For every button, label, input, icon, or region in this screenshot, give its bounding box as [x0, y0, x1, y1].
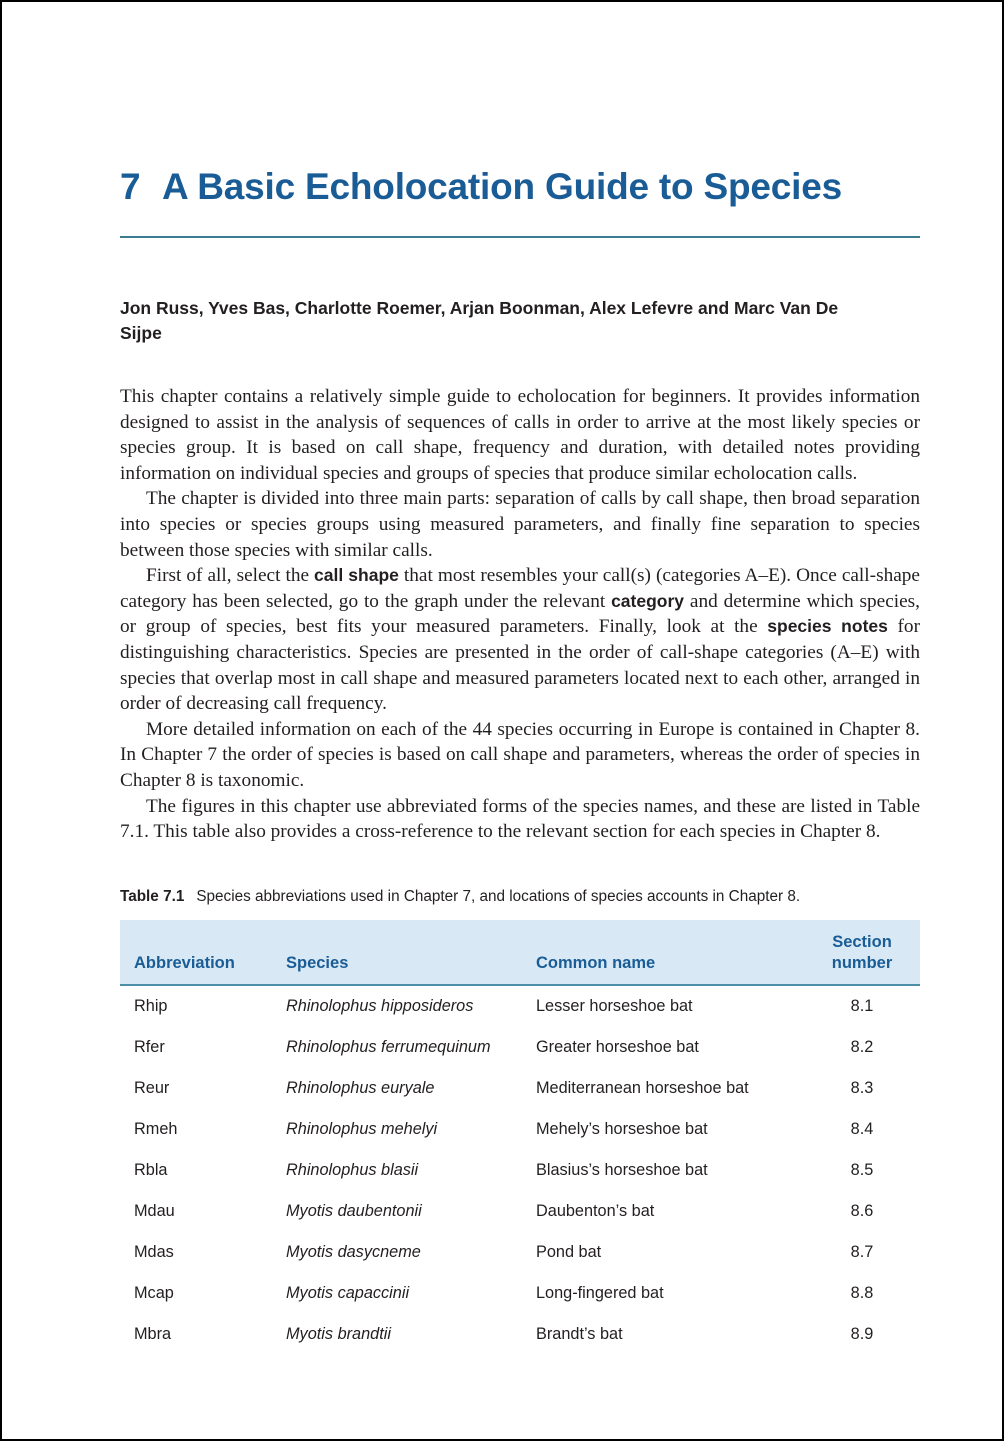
paragraph-5: The figures in this chapter use abbreviated forms of the species names, and these are listed in Table 7.1. This table also provides a cross-reference to the relevant section for each species in Chapter 8. [120, 795, 920, 843]
cell-abbreviation: Rmeh [134, 1119, 178, 1138]
cell-species: Rhinolophus euryale [286, 1078, 435, 1097]
column-header-section-number: Section number [804, 920, 920, 985]
chapter-body [120, 346, 920, 845]
cell-abbreviation: Rbla [134, 1160, 168, 1179]
p3-emphasis-call-shape: call shape [314, 565, 399, 586]
paragraph-2: The chapter is divided into three main parts: separation of calls by call shape, then broad separation into species or species groups using measured parameters, and finally fine separation to species between those species with similar calls. [120, 488, 920, 561]
cell-abbreviation: Mdau [134, 1201, 175, 1220]
p3-segment-3: and determine which species, or group of species, best fits your measured parameters. Finally, look at the [120, 590, 920, 638]
cell-abbreviation: Mdas [134, 1242, 174, 1261]
cell-common-name: Long-fingered bat [536, 1283, 664, 1302]
table-header-row [120, 920, 920, 985]
cell-section: 8.4 [850, 1119, 874, 1138]
chapter-number: 7 [120, 166, 141, 207]
cell-abbreviation: Reur [134, 1078, 170, 1097]
p3-emphasis-category: category [611, 590, 685, 611]
table-head [120, 920, 920, 985]
cell-section: 8.5 [850, 1160, 874, 1179]
cell-common-name: Pond bat [536, 1242, 602, 1261]
table-row [120, 1068, 920, 1109]
column-header-common-name: Common name [536, 920, 804, 985]
table-row [120, 1150, 920, 1191]
cell-species: Rhinolophus blasii [286, 1160, 419, 1179]
table-caption [120, 845, 920, 907]
cell-abbreviation: Mcap [134, 1283, 174, 1302]
cell-abbreviation: Rfer [134, 1037, 165, 1056]
cell-species: Myotis brandtii [286, 1324, 391, 1343]
column-header-abbreviation: Abbreviation [120, 920, 286, 985]
table-row [120, 1109, 920, 1150]
cell-section: 8.8 [850, 1283, 874, 1302]
cell-species: Myotis capaccinii [286, 1283, 410, 1302]
table-row [120, 1232, 920, 1273]
p3-segment-1: First of all, select the [146, 565, 315, 587]
cell-section: 8.7 [850, 1242, 874, 1261]
cell-common-name: Brandt’s bat [536, 1324, 623, 1343]
cell-abbreviation: Mbra [134, 1324, 172, 1343]
cell-species: Rhinolophus hipposideros [286, 996, 474, 1015]
cell-species: Myotis dasycneme [286, 1242, 421, 1261]
paragraph-1: This chapter contains a relatively simple guide to echolocation for beginners. It provides information designed to assist in the analysis of sequences of calls in order to arrive at the most likely species or species group. It is based on call shape, frequency and duration, with detailed notes providing information on individual species and groups of species that produce similar echolocation calls. [120, 386, 920, 484]
table-caption-text: Species abbreviations used in Chapter 7, and locations of species accounts in Chapter 8. [196, 887, 801, 905]
column-header-species: Species [286, 920, 536, 985]
cell-abbreviation: Rhip [134, 996, 168, 1015]
table-row [120, 985, 920, 1027]
cell-common-name: Blasius’s horseshoe bat [536, 1160, 708, 1179]
chapter-title-text: A Basic Echolocation Guide to Species [162, 166, 843, 207]
cell-section: 8.3 [850, 1078, 874, 1097]
cell-common-name: Daubenton’s bat [536, 1201, 655, 1220]
p3-segment-4: for distinguishing characteristics. Species are presented in the order of call-shape categories (A–E) with species that overlap most in call shape and measured parameters located next to each other, arranged in order of decreasing call frequency. [120, 616, 920, 715]
author-list: Jon Russ, Yves Bas, Charlotte Roemer, Arjan Boonman, Alex Lefevre and Marc Van De Sijpe [120, 298, 839, 343]
cell-species: Rhinolophus mehelyi [286, 1119, 438, 1138]
cell-section: 8.9 [850, 1324, 874, 1343]
cell-common-name: Mehely’s horseshoe bat [536, 1119, 708, 1138]
species-abbreviation-table [120, 920, 920, 1355]
table-caption-label: Table 7.1 [120, 887, 185, 905]
table-row [120, 1191, 920, 1232]
paragraph-3 [120, 563, 920, 717]
cell-section: 8.1 [850, 996, 874, 1015]
paragraph-4: More detailed information on each of the 44 species occurring in Europe is contained in Chapter 8. In Chapter 7 the order of species is based on call shape and parameters, whereas the order of species in Chapter 8 is taxonomic. [120, 718, 920, 791]
p3-segment-2: that most resembles your call(s) (categories A–E). Once call-shape category has been selected, go to the graph under the relevant [120, 565, 920, 612]
cell-common-name: Greater horseshoe bat [536, 1037, 699, 1056]
cell-species: Rhinolophus ferrumequinum [286, 1037, 491, 1056]
cell-common-name: Mediterranean horseshoe bat [536, 1078, 749, 1097]
cell-species: Myotis daubentonii [286, 1201, 422, 1220]
table-body [120, 985, 920, 1355]
cell-common-name: Lesser horseshoe bat [536, 996, 693, 1015]
page-title [120, 2, 920, 210]
table-row [120, 1027, 920, 1068]
table-row [120, 1314, 920, 1355]
cell-section: 8.2 [850, 1037, 874, 1056]
cell-section: 8.6 [850, 1201, 874, 1220]
page-content [120, 2, 920, 1355]
p3-emphasis-species-notes: species notes [767, 616, 888, 637]
table-row [120, 1273, 920, 1314]
